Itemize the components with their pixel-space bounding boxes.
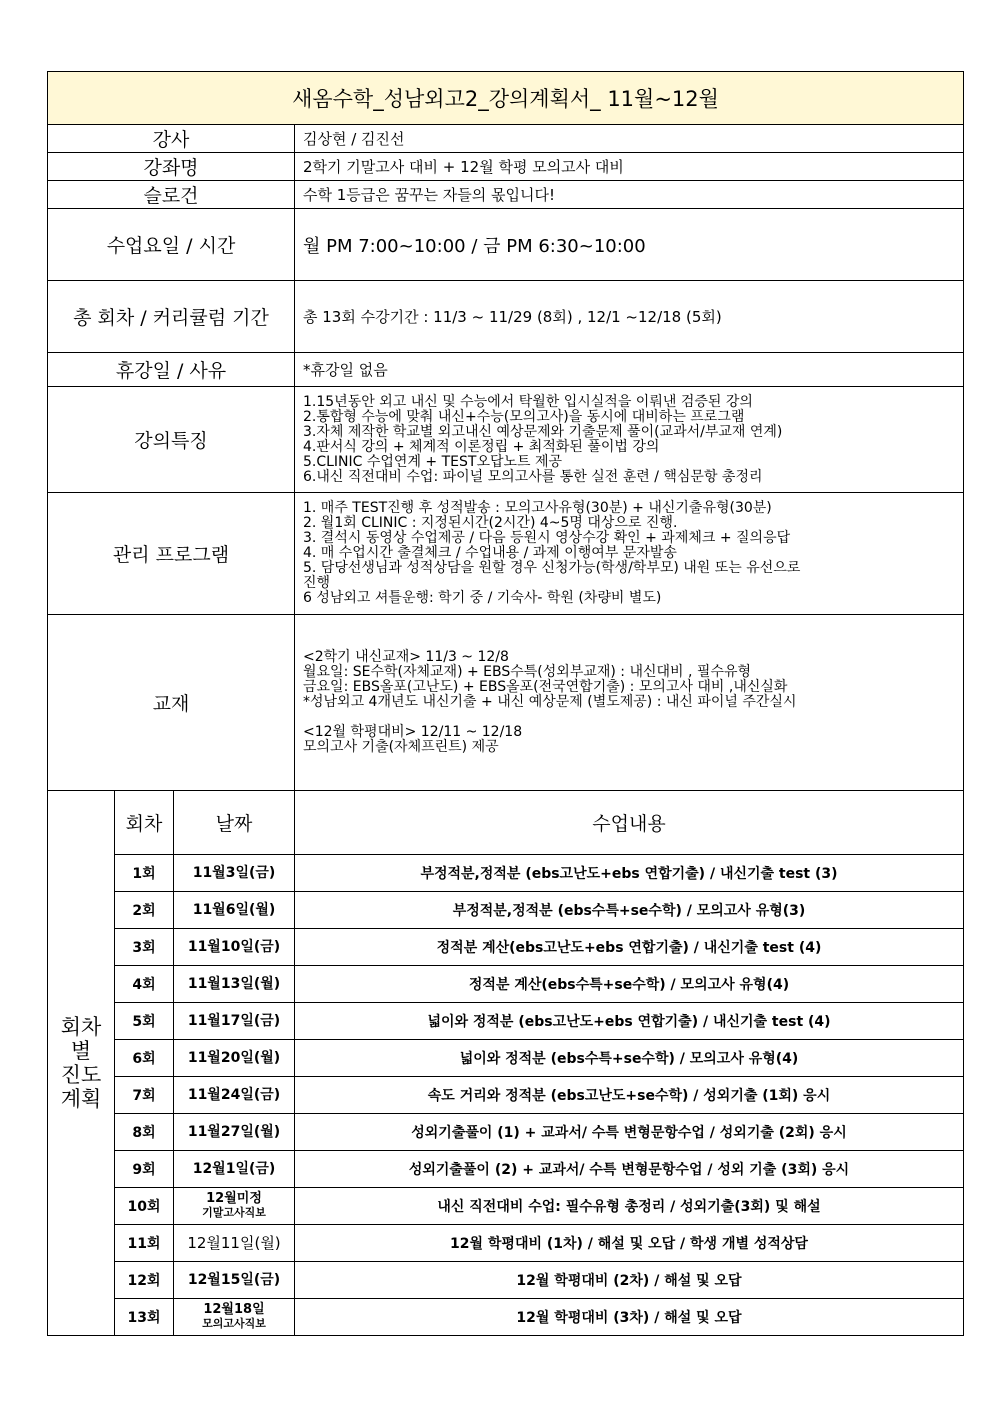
instructor-value: 김상현 / 김진선 — [295, 125, 964, 153]
slogan-row — [48, 181, 964, 209]
textbook-line: <12월 학평대비> 12/11 ~ 12/18 — [303, 724, 523, 740]
period-label: 총 회차 / 커리큘럼 기간 — [48, 281, 295, 353]
date-cell: 11월3일(금) — [174, 855, 295, 892]
instructor-label: 강사 — [48, 125, 295, 153]
management-line: 5. 담당선생님과 성적상담을 원할 경우 신청가능(학생/학부모) 내원 또는 유선으로 — [303, 560, 801, 576]
management-line: 3. 결석시 동영상 수업제공 / 다음 등원시 영상수강 확인 + 과제체크 + 질의응답 — [303, 530, 791, 546]
schedule-row — [48, 209, 964, 281]
table-row — [48, 1225, 964, 1262]
feature-line: 3.자체 제작한 학교별 외고내신 예상문제와 기출문제 풀이(교과서/부교재 연계) — [303, 423, 783, 440]
date-sub: 모의고사직보 — [202, 1317, 266, 1330]
progress-header-row — [48, 791, 964, 855]
table-row — [48, 966, 964, 1003]
instructor-row — [48, 125, 964, 153]
date-header: 날짜 — [174, 791, 295, 855]
date-cell — [174, 1188, 295, 1225]
feature-line: 4.판서식 강의 + 체계적 이론정립 + 최적화된 풀이법 강의 — [303, 438, 660, 455]
date-sub: 기말고사직보 — [202, 1206, 266, 1219]
date-main: 12월18일 — [203, 1302, 265, 1317]
table-row — [48, 855, 964, 892]
features-list — [295, 387, 964, 493]
content-cell: 12월 학평대비 (2차) / 해설 및 오답 — [295, 1262, 964, 1299]
session-cell: 3회 — [115, 929, 174, 966]
session-cell: 2회 — [115, 892, 174, 929]
session-cell: 7회 — [115, 1077, 174, 1114]
session-cell: 1회 — [115, 855, 174, 892]
session-cell: 9회 — [115, 1151, 174, 1188]
session-cell: 5회 — [115, 1003, 174, 1040]
session-header: 회차 — [115, 791, 174, 855]
content-cell: 부정적분,정적분 (ebs고난도+ebs 연합기출) / 내신기출 test (3) — [295, 855, 964, 892]
content-cell: 12월 학평대비 (1차) / 해설 및 오답 / 학생 개별 성적상담 — [295, 1225, 964, 1262]
content-cell: 넓이와 정적분 (ebs고난도+ebs 연합기출) / 내신기출 test (4) — [295, 1003, 964, 1040]
table-row — [48, 1151, 964, 1188]
textbook-label: 교재 — [48, 615, 295, 791]
content-cell: 정적분 계산(ebs수특+se수학) / 모의고사 유형(4) — [295, 966, 964, 1003]
course-value: 2학기 기말고사 대비 + 12월 학평 모의고사 대비 — [295, 153, 964, 181]
date-main: 12월미정 — [206, 1191, 262, 1206]
textbook-row — [48, 615, 964, 791]
side-label-line: 회차 — [60, 1015, 102, 1039]
holiday-label: 휴강일 / 사유 — [48, 353, 295, 387]
features-row — [48, 387, 964, 493]
management-line: 1. 매주 TEST진행 후 성적발송 : 모의고사유형(30분) + 내신기출유형(30분) — [303, 500, 772, 516]
session-cell: 6회 — [115, 1040, 174, 1077]
textbook-line: 월요일: SE수학(자체교재) + EBS수특(성외부교재) : 내신대비 , 필수유형 — [303, 664, 752, 680]
session-cell: 12회 — [115, 1262, 174, 1299]
table-row — [48, 892, 964, 929]
management-label: 관리 프로그램 — [48, 493, 295, 615]
side-label-line: 계획 — [60, 1087, 102, 1111]
textbook-line: <2학기 내신교재> 11/3 ~ 12/8 — [303, 649, 509, 665]
feature-line: 6.내신 직전대비 수업: 파이널 모의고사를 통한 실전 훈련 / 핵심문항 총정리 — [303, 468, 763, 485]
date-cell: 11월27일(월) — [174, 1114, 295, 1151]
table-row — [48, 1188, 964, 1225]
content-cell: 12월 학평대비 (3차) / 해설 및 오답 — [295, 1299, 964, 1336]
side-label-line: 진도 — [60, 1063, 102, 1087]
table-row — [48, 1003, 964, 1040]
date-cell: 12월15일(금) — [174, 1262, 295, 1299]
table-row — [48, 1077, 964, 1114]
holiday-value: *휴강일 없음 — [295, 353, 964, 387]
management-row — [48, 493, 964, 615]
feature-line: 1.15년동안 외고 내신 및 수능에서 탁월한 입시실적을 이뤄낸 검증된 강의 — [303, 393, 753, 410]
session-cell: 8회 — [115, 1114, 174, 1151]
lecture-plan-table — [47, 71, 964, 1336]
schedule-value: 월 PM 7:00~10:00 / 금 PM 6:30~10:00 — [295, 209, 964, 281]
content-cell: 속도 거리와 정적분 (ebs고난도+se수학) / 성외기출 (1회) 응시 — [295, 1077, 964, 1114]
session-cell: 11회 — [115, 1225, 174, 1262]
side-label-line: 별 — [70, 1039, 92, 1063]
period-row — [48, 281, 964, 353]
management-line: 6 성남외고 셔틀운행: 학기 중 / 기숙사- 학원 (차량비 별도) — [303, 590, 662, 606]
feature-line: 5.CLINIC 수업연계 + TEST오답노트 제공 — [303, 453, 563, 470]
textbook-line — [303, 710, 963, 725]
date-cell: 12월11일(월) — [174, 1225, 295, 1262]
date-cell: 11월10일(금) — [174, 929, 295, 966]
textbook-line: 금요일: EBS올포(고난도) + EBS올포(전국연합기출) : 모의고사 대비 ,내신실화 — [303, 679, 788, 695]
title-row — [48, 72, 964, 125]
table-row — [48, 1299, 964, 1336]
content-cell: 성외기출풀이 (1) + 교과서/ 수특 변형문항수업 / 성외기출 (2회) 응시 — [295, 1114, 964, 1151]
feature-line: 2.통합형 수능에 맞춰 내신+수능(모의고사)을 동시에 대비하는 프로그램 — [303, 408, 745, 425]
content-cell: 부정적분,정적분 (ebs수특+se수학) / 모의고사 유형(3) — [295, 892, 964, 929]
textbook-list — [295, 615, 964, 791]
content-cell: 정적분 계산(ebs고난도+ebs 연합기출) / 내신기출 test (4) — [295, 929, 964, 966]
management-line: 4. 매 수업시간 출결체크 / 수업내용 / 과제 이행여부 문자발송 — [303, 545, 677, 561]
table-row — [48, 1114, 964, 1151]
session-cell: 13회 — [115, 1299, 174, 1336]
textbook-line: 모의고사 기출(자체프린트) 제공 — [303, 739, 499, 755]
management-line: 진행 — [303, 575, 331, 591]
textbook-line: *성남외고 4개년도 내신기출 + 내신 예상문제 (별도제공) : 내신 파이널 주간실시 — [303, 694, 797, 710]
table-row — [48, 1040, 964, 1077]
page-title: 새옴수학_성남외고2_강의계획서_ 11월~12월 — [48, 72, 964, 125]
management-list — [295, 493, 964, 615]
slogan-label: 슬로건 — [48, 181, 295, 209]
session-cell: 10회 — [115, 1188, 174, 1225]
date-cell: 11월13일(월) — [174, 966, 295, 1003]
holiday-row — [48, 353, 964, 387]
table-row — [48, 929, 964, 966]
slogan-value: 수학 1등급은 꿈꾸는 자들의 몫입니다! — [295, 181, 964, 209]
period-value: 총 13회 수강기간 : 11/3 ~ 11/29 (8회) , 12/1 ~12/18 (5회) — [295, 281, 964, 353]
session-cell: 4회 — [115, 966, 174, 1003]
management-line: 2. 월1회 CLINIC : 지정된시간(2시간) 4~5명 대상으로 진행. — [303, 515, 678, 531]
progress-side-label — [48, 791, 115, 1336]
content-cell: 성외기출풀이 (2) + 교과서/ 수특 변형문항수업 / 성외 기출 (3회) 응시 — [295, 1151, 964, 1188]
date-cell: 11월17일(금) — [174, 1003, 295, 1040]
table-row — [48, 1262, 964, 1299]
date-cell — [174, 1299, 295, 1336]
date-cell: 11월20일(월) — [174, 1040, 295, 1077]
schedule-label: 수업요일 / 시간 — [48, 209, 295, 281]
content-cell: 넓이와 정적분 (ebs수특+se수학) / 모의고사 유형(4) — [295, 1040, 964, 1077]
date-cell: 11월6일(월) — [174, 892, 295, 929]
content-header: 수업내용 — [295, 791, 964, 855]
content-cell: 내신 직전대비 수업: 필수유형 총정리 / 성외기출(3회) 및 해설 — [295, 1188, 964, 1225]
date-cell: 11월24일(금) — [174, 1077, 295, 1114]
course-row — [48, 153, 964, 181]
course-label: 강좌명 — [48, 153, 295, 181]
date-cell: 12월1일(금) — [174, 1151, 295, 1188]
features-label: 강의특징 — [48, 387, 295, 493]
